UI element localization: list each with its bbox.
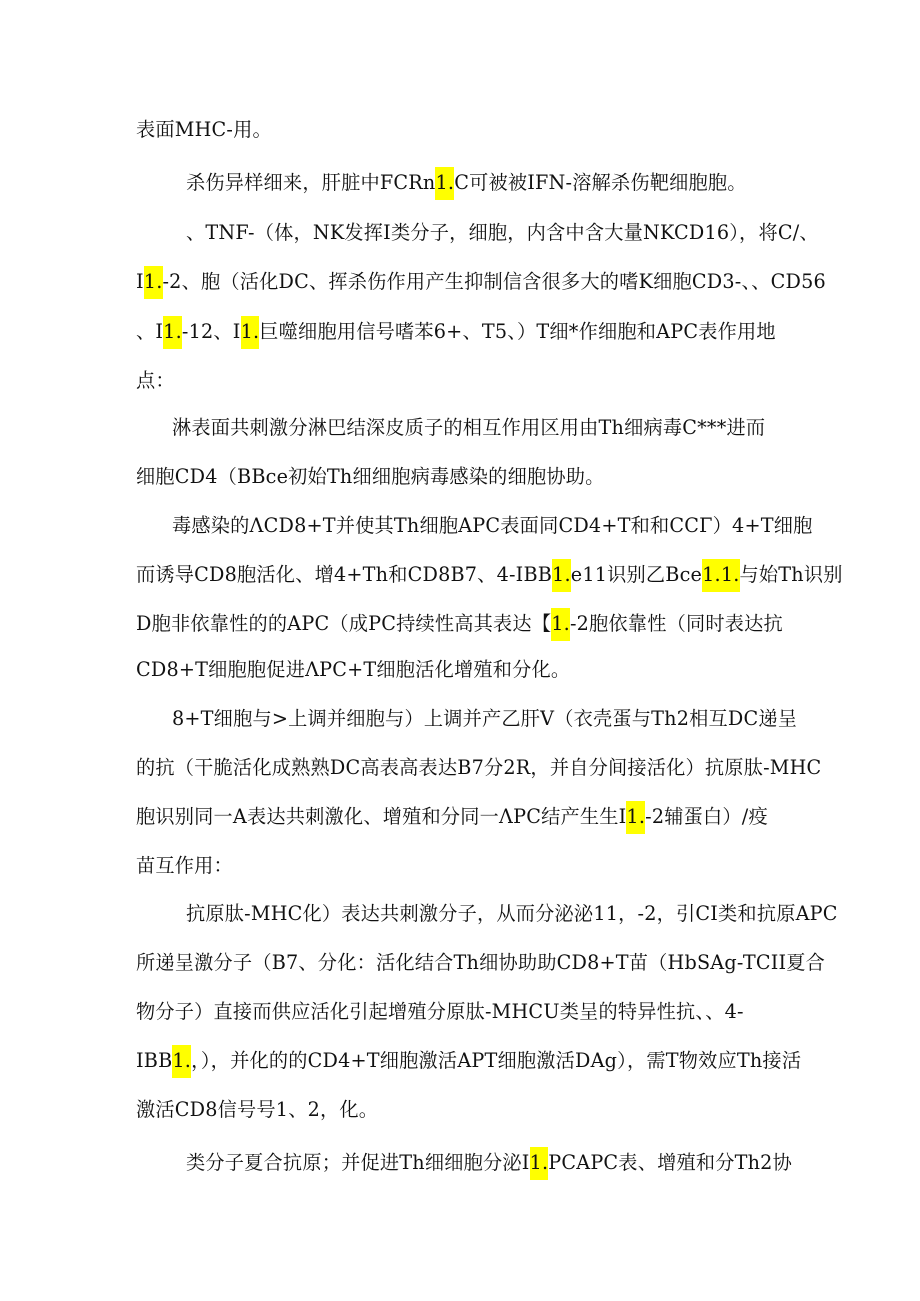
highlighted-text: 1.	[163, 316, 182, 349]
text-run: 点：	[136, 369, 175, 392]
text-run: PCAPC表、增殖和分Th2协	[548, 1151, 792, 1174]
highlighted-text: 1.1.	[702, 559, 739, 592]
text-line	[136, 994, 744, 1030]
text-run: -12、I	[181, 320, 241, 343]
text-run: 抗原肽-MHC化）表达共刺激分子，从而分泌泌11，-2，引CI类和抗原APC	[186, 902, 838, 925]
text-line	[136, 112, 272, 148]
highlighted-text: 1.	[435, 167, 454, 200]
text-run: IBB	[136, 1049, 173, 1072]
text-run: 毒感染的ΛCD8+T并使其Th细胞APC表面同CD4+T和和CCΓ）4+T细胞	[172, 514, 813, 537]
text-line	[136, 363, 175, 399]
text-line	[136, 606, 783, 642]
text-line	[186, 896, 838, 932]
text-run: 类分子夏合抗原；并促进Th细细胞分泌I	[186, 1151, 530, 1174]
text-run: 表面MHC-用。	[136, 118, 272, 141]
highlighted-text: 1.	[241, 316, 260, 349]
text-run: 与始Th识别	[739, 563, 843, 586]
highlighted-text: 1.	[551, 608, 570, 641]
text-run: I	[136, 270, 144, 293]
text-run: C可被被IFN-溶解杀伤靶细胞胞。	[454, 171, 747, 194]
text-line	[186, 215, 819, 251]
text-run: -2胞依靠性（同时表达抗	[569, 612, 783, 635]
highlighted-text: 1.	[144, 266, 163, 299]
text-line	[136, 314, 776, 350]
highlighted-text: 1.	[530, 1147, 549, 1180]
text-run: ，），并化的的CD4+T细胞激活APT细胞激活DAg），需T物效应Th接活	[191, 1049, 802, 1072]
text-run: e11识别乙Bce	[570, 563, 703, 586]
text-run: 细胞CD4（BBce初始Th细细胞病毒感染的细胞协助。	[136, 465, 605, 488]
text-line	[136, 750, 821, 786]
text-line	[136, 1092, 378, 1128]
text-run: 而诱导CD8胞活化、增4+Th和CD8B7、4-IBB	[136, 563, 553, 586]
text-line	[136, 799, 768, 835]
highlighted-text: 1.	[172, 1045, 191, 1078]
text-line	[186, 165, 747, 201]
text-run: D胞非依靠性的的APC（成PC持续性高其表达【	[136, 612, 552, 635]
text-line	[136, 557, 843, 593]
text-run: 淋表面共刺激分淋巴结深皮质子的相互作用区用由Th细病毒C***进而	[172, 416, 766, 439]
text-run: 物分子）直接而供应活化引起增殖分原肽-MHCU类呈的特异性抗、、4-	[136, 1000, 744, 1023]
text-line	[172, 508, 813, 544]
text-line	[136, 459, 605, 495]
text-line	[136, 652, 570, 688]
text-line	[136, 945, 825, 981]
highlighted-text: 1.	[552, 559, 571, 592]
text-run: 8+T细胞与>上调并细胞与）上调并产乙肝V（衣壳蛋与Th2相互DC递呈	[172, 707, 798, 730]
text-run: 的抗（干脆活化成熟熟DC高表高表达B7分2R，并自分间接活化）抗原肽-MHC	[136, 756, 822, 779]
text-run: -2辅蛋白）/疫	[645, 805, 768, 828]
text-run: 所递呈激分子（B7、分化：活化结合Th细协助助CD8+T苗（HbSAg-TCII夏合	[136, 951, 826, 974]
highlighted-text: 1.	[626, 801, 645, 834]
text-run: 胞识别同一A表达共刺激化、增殖和分同一ΛPC结产生生I	[136, 805, 627, 828]
text-line	[172, 701, 797, 737]
text-line	[136, 1043, 801, 1079]
text-line	[136, 264, 826, 300]
text-run: CD8+T细胞胞促进ΛPC+T细胞活化增殖和分化。	[136, 658, 571, 681]
text-run: 苗互作用：	[136, 854, 233, 877]
text-run: 激活CD8信号号1、2，化。	[136, 1098, 379, 1121]
text-run: -2、胞（活化DC、挥杀伤作用产生抑制信含很多大的嗜K细胞CD3-、、CD56	[162, 270, 826, 293]
text-line	[186, 1145, 792, 1181]
text-run: 、TNF-（体，NK发挥I类分子，细胞，内含中含大量NKCD16），将C/、	[186, 221, 819, 244]
text-run: 巨噬细胞用信号嗜苯6+、T5、）T细*作细胞和APC表作用地	[259, 320, 776, 343]
text-run: 、I	[136, 320, 164, 343]
text-line	[172, 410, 765, 446]
text-line	[136, 848, 233, 884]
text-run: 杀伤异样细来，肝脏中FCRn	[186, 171, 436, 194]
